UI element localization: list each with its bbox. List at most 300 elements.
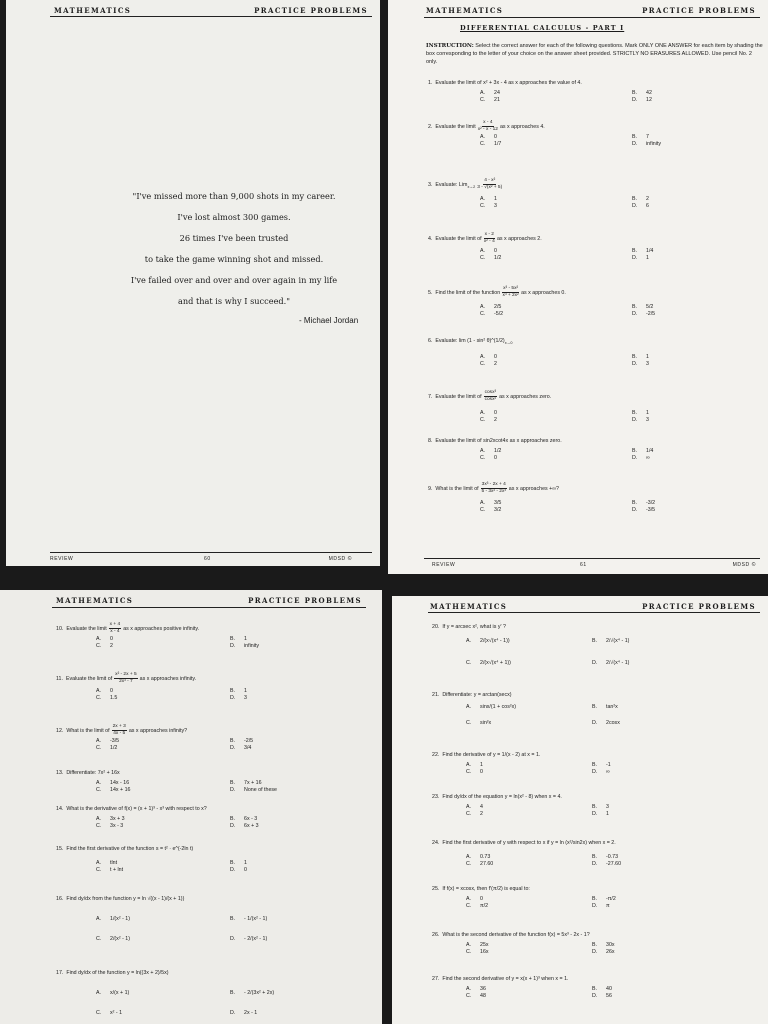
answer-choice	[466, 854, 490, 861]
choice-value: x² - 1	[110, 1010, 123, 1016]
answer-choice	[96, 780, 129, 787]
choice-value: x/(x + 1)	[110, 990, 130, 996]
choice-value: 2/√(x⁴ - 1)	[606, 638, 630, 644]
answer-choice	[592, 804, 609, 811]
choice-value: 0	[494, 455, 497, 461]
question-stem: If y = arcsec x², what is y' ?	[442, 624, 506, 630]
answer-choice	[480, 203, 497, 210]
page-header	[6, 0, 380, 14]
answer-choice	[592, 811, 609, 818]
choice-value: 7x + 16	[244, 780, 262, 786]
question-item	[428, 120, 758, 160]
instruction-label: INSTRUCTION:	[426, 43, 474, 49]
answer-choice	[96, 738, 119, 745]
question-stem: Evaluate the limit of x² + 3x - 4 as x approaches the value of 4.	[435, 80, 582, 86]
choice-letter: C.	[466, 949, 472, 955]
question-text	[56, 724, 187, 737]
choice-letter: B.	[592, 704, 598, 710]
choice-letter: D.	[632, 141, 638, 147]
page-footer	[46, 553, 372, 565]
question-item	[428, 286, 758, 326]
choice-value: 40	[606, 986, 612, 992]
choice-letter: C.	[480, 203, 486, 209]
answer-choice	[96, 816, 125, 823]
choice-value: 0	[494, 134, 497, 140]
answer-choice	[632, 248, 653, 255]
choice-letter: D.	[592, 811, 598, 817]
page-number: 61	[580, 562, 587, 568]
answer-choice	[96, 823, 123, 830]
answer-choice	[96, 688, 113, 695]
choice-letter: C.	[466, 769, 472, 775]
choice-value: 2/(x√(x⁴ + 1))	[480, 660, 511, 666]
question-item	[56, 724, 382, 764]
question-text	[432, 976, 569, 983]
answer-choice	[480, 448, 501, 455]
answer-choice	[632, 203, 649, 210]
choice-value: π/2	[480, 903, 489, 909]
choice-value: 1/2	[494, 255, 502, 261]
choice-value: 0.73	[480, 854, 491, 860]
choice-letter: B.	[592, 638, 598, 644]
question-stem-end: as x approaches 2.	[496, 235, 542, 242]
choice-letter: D.	[230, 787, 236, 793]
choice-letter: D.	[592, 903, 598, 909]
choice-letter: D.	[230, 695, 236, 701]
answer-choice	[230, 1010, 257, 1017]
answer-choice	[632, 311, 655, 318]
answer-choice	[96, 867, 123, 874]
header-rule	[50, 16, 372, 17]
choice-value: 3	[606, 804, 609, 810]
answer-choice	[96, 695, 117, 702]
fraction-numerator: x - 2	[484, 232, 494, 237]
choice-value: -2/5	[646, 311, 656, 317]
choice-letter: C.	[466, 811, 472, 817]
choice-value: 48	[480, 993, 486, 999]
question-item	[432, 840, 762, 880]
answer-choice	[96, 745, 117, 752]
choice-value: 3x + 3	[110, 816, 125, 822]
choice-letter: A.	[466, 854, 472, 860]
question-stem-end: as x approaches positive infinity.	[123, 625, 200, 632]
question-text	[428, 120, 545, 133]
answer-choice	[480, 141, 501, 148]
quote-line: and that is why I succeed."	[177, 296, 291, 306]
answer-choice	[480, 90, 500, 97]
question-number: 9.	[428, 485, 433, 492]
choice-letter: D.	[230, 1010, 236, 1016]
question-stem: Differentiate: y = arctan(secx)	[442, 692, 512, 698]
choice-value: None of these	[244, 787, 277, 793]
question-stem: What is the derivative of f(x) = (x + 1)³ - x³ with respect to x?	[66, 806, 207, 812]
choice-value: 1/4	[646, 248, 654, 254]
answer-choice	[480, 255, 501, 262]
answer-choice	[96, 916, 130, 923]
answer-choice	[230, 936, 267, 943]
answer-choice	[480, 410, 497, 417]
choice-value: 3	[646, 361, 649, 367]
choice-letter: D.	[632, 255, 638, 261]
choice-letter: C.	[480, 507, 486, 513]
page-61	[388, 0, 768, 574]
question-stem: Evaluate the limit of	[435, 235, 482, 242]
choice-value: - 2/(3x² + 2x)	[244, 990, 275, 996]
question-stem: Evaluate: Lim	[435, 181, 468, 188]
quote-author: - Michael Jordan	[299, 316, 359, 325]
question-number: 24.	[432, 840, 440, 846]
header-subject: MATHEMATICS	[430, 602, 508, 611]
footer-left: REVIEW	[50, 556, 74, 562]
choice-value: 3x - 3	[110, 823, 124, 829]
answer-choice	[466, 949, 489, 956]
choice-letter: C.	[480, 97, 486, 103]
question-item	[428, 80, 758, 120]
choice-value: ∞	[606, 769, 610, 775]
choice-letter: D.	[592, 720, 598, 726]
answer-choice	[466, 762, 483, 769]
choice-value: infinity	[646, 141, 662, 147]
choice-value: 0	[480, 896, 483, 902]
answer-choice	[466, 861, 493, 868]
choice-value: 14x + 16	[110, 787, 131, 793]
answer-choice	[466, 896, 483, 903]
quote-line: to take the game winning shot and missed.	[144, 254, 324, 264]
answer-choice	[592, 861, 621, 868]
question-text	[432, 886, 530, 893]
choice-value: 2/(x√(x⁴ - 1))	[480, 638, 510, 644]
answer-choice	[96, 1010, 122, 1017]
fraction-denominator: 2x³ - 7	[119, 679, 133, 684]
choice-letter: C.	[480, 141, 486, 147]
answer-choice	[466, 769, 483, 776]
question-stem: Evaluate the limit of sin2xcot4x as x approaches zero.	[435, 438, 562, 444]
question-text	[56, 622, 199, 635]
choice-value: 3	[244, 695, 247, 701]
fraction	[484, 390, 497, 403]
choice-letter: A.	[480, 248, 486, 254]
question-stem: Evaluate the limit of	[65, 675, 113, 682]
choice-letter: A.	[466, 896, 472, 902]
choice-letter: B.	[592, 986, 598, 992]
question-stem-end: as x approaches 0.	[521, 289, 566, 296]
choice-value: 1	[244, 688, 247, 694]
quote-line: I've lost almost 300 games.	[177, 212, 291, 222]
footer-left: REVIEW	[432, 562, 456, 568]
choice-letter: D.	[592, 769, 598, 775]
choice-value: 3	[646, 417, 649, 423]
choice-letter: C.	[480, 455, 486, 461]
question-text	[432, 840, 616, 847]
question-text	[428, 482, 559, 495]
choice-value: -3/5	[646, 507, 656, 513]
answer-choice	[632, 410, 649, 417]
answer-choice	[592, 769, 610, 776]
answer-choice	[592, 638, 629, 645]
answer-choice	[632, 90, 652, 97]
question-item	[432, 624, 762, 684]
choice-value: 1/7	[494, 141, 502, 147]
choice-value: -1	[606, 762, 611, 768]
choice-value: 0	[244, 867, 247, 873]
question-item	[56, 970, 382, 1020]
question-stem-end: as x approaches 4.	[499, 123, 545, 130]
fraction-numerator: 4 - x²	[484, 178, 496, 183]
question-number: 16.	[56, 896, 64, 902]
question-stem: Find the derivative of y = 1/(x - 2) at x = 1.	[442, 752, 541, 758]
choice-letter: B.	[632, 304, 638, 310]
quote-line: "I've missed more than 9,000 shots in my career.	[132, 191, 336, 201]
question-stem: Find the first derivative of the function s = t² · e^(-2ln t)	[66, 846, 194, 852]
fraction-numerator: 2x + 3	[112, 724, 126, 729]
fraction	[478, 120, 498, 133]
choice-letter: B.	[592, 804, 598, 810]
question-text	[428, 438, 562, 445]
page-63	[392, 596, 768, 1024]
answer-choice	[230, 688, 247, 695]
choice-value: 1/4	[646, 448, 654, 454]
question-text	[56, 896, 184, 903]
question-number: 12.	[56, 727, 64, 734]
question-number: 11.	[56, 675, 63, 682]
choice-value: 2/(x² - 1)	[110, 936, 131, 942]
fraction-numerator: x + 4	[109, 622, 121, 627]
question-text	[432, 752, 540, 759]
choice-value: 2/5	[494, 304, 502, 310]
choice-value: 3	[494, 203, 497, 209]
choice-value: 12	[646, 97, 652, 103]
choice-letter: A.	[480, 354, 486, 360]
choice-letter: D.	[632, 361, 638, 367]
question-item	[428, 482, 758, 522]
question-number: 14.	[56, 806, 64, 812]
question-stem-end: as x approaches infinity.	[139, 675, 197, 682]
question-text	[56, 970, 169, 977]
answer-choice	[230, 860, 247, 867]
question-item	[428, 338, 758, 378]
choice-letter: C.	[96, 643, 102, 649]
choice-value: - 1/(x² - 1)	[244, 916, 268, 922]
header-rule	[424, 17, 760, 18]
question-stem: What is the second derivative of the function f(x) = 5x³ - 2x - 1?	[442, 932, 590, 938]
choice-letter: C.	[466, 660, 472, 666]
page-header	[0, 590, 382, 604]
answer-choice	[466, 811, 483, 818]
choice-letter: C.	[466, 861, 472, 867]
choice-value: - 2/(x² - 1)	[244, 936, 268, 942]
choice-value: 24	[494, 90, 500, 96]
choice-value: 2	[494, 417, 497, 423]
choice-letter: B.	[632, 448, 638, 454]
choice-value: -3/5	[110, 738, 120, 744]
choice-value: 6x + 3	[244, 823, 259, 829]
fraction	[109, 622, 122, 635]
choice-letter: A.	[96, 688, 102, 694]
choice-value: 6x - 3	[244, 816, 258, 822]
question-item	[432, 976, 762, 1016]
answer-choice	[632, 141, 661, 148]
question-number: 22.	[432, 752, 440, 758]
choice-value: 2	[494, 361, 497, 367]
answer-choice	[96, 936, 130, 943]
choice-letter: C.	[96, 867, 102, 873]
choice-letter: B.	[592, 854, 598, 860]
fraction-denominator: 3 - √(x² + 5)	[477, 185, 503, 190]
choice-value: 0	[110, 688, 113, 694]
question-text	[56, 846, 193, 853]
fraction-numerator: 3x³ - 2x + 4	[481, 482, 506, 487]
question-stem-end: as x approaches +∞?	[508, 485, 559, 492]
choice-letter: B.	[632, 354, 638, 360]
question-item	[428, 390, 758, 430]
fraction	[484, 232, 495, 245]
choice-value: 0	[494, 354, 497, 360]
choice-value: 0	[494, 248, 497, 254]
choice-value: 7	[646, 134, 649, 140]
question-item	[432, 886, 762, 926]
question-text	[56, 770, 120, 777]
choice-letter: B.	[230, 636, 236, 642]
choice-value: 36	[480, 986, 486, 992]
answer-choice	[466, 660, 511, 667]
choice-value: 3/2	[494, 507, 502, 513]
choice-value: 1/2	[494, 448, 502, 454]
page-footer	[428, 559, 760, 571]
choice-letter: D.	[230, 823, 236, 829]
answer-choice	[466, 804, 483, 811]
choice-letter: C.	[480, 311, 486, 317]
choice-letter: C.	[96, 787, 102, 793]
choice-value: tlnt	[110, 860, 118, 866]
answer-choice	[230, 916, 267, 923]
choice-letter: C.	[480, 417, 486, 423]
choice-value: 25x	[480, 942, 489, 948]
choice-letter: A.	[96, 636, 102, 642]
answer-choice	[632, 255, 649, 262]
header-subject: MATHEMATICS	[426, 6, 504, 15]
choice-letter: B.	[230, 860, 236, 866]
choice-value: 2cosx	[606, 720, 620, 726]
limit-subscript: x→2	[467, 184, 476, 189]
question-item	[56, 622, 382, 662]
choice-value: 2	[110, 643, 113, 649]
header-rule	[52, 607, 366, 608]
question-item	[432, 692, 762, 732]
question-number: 7.	[428, 393, 433, 400]
choice-letter: C.	[96, 745, 102, 751]
choice-letter: B.	[230, 738, 236, 744]
question-item	[428, 232, 758, 272]
choice-value: sinx/(1 + cos²x)	[480, 704, 517, 710]
choice-value: 1	[494, 196, 497, 202]
question-text	[428, 286, 566, 299]
fraction	[114, 672, 137, 685]
question-stem: Evaluate the limit of	[435, 393, 482, 400]
answer-choice	[480, 248, 497, 255]
choice-value: 27.60	[480, 861, 494, 867]
question-number: 2.	[428, 123, 433, 130]
choice-value: 2	[646, 196, 649, 202]
question-number: 15.	[56, 846, 64, 852]
answer-choice	[466, 903, 488, 910]
question-stem: Differentiate: 7x² + 16x	[66, 770, 120, 776]
header-section: PRACTICE PROBLEMS	[642, 602, 756, 611]
question-number: 10.	[56, 625, 64, 632]
choice-letter: A.	[96, 738, 102, 744]
choice-letter: D.	[592, 660, 598, 666]
choice-letter: D.	[632, 97, 638, 103]
choice-value: 56	[606, 993, 612, 999]
choice-value: -π/2	[606, 896, 616, 902]
choice-letter: A.	[480, 90, 486, 96]
choice-letter: B.	[592, 762, 598, 768]
choice-value: 2/√(x⁴ - 1)	[606, 660, 630, 666]
question-item	[56, 770, 382, 810]
choice-value: 5/2	[646, 304, 654, 310]
quote-line: 26 times I've been trusted	[179, 233, 289, 243]
choice-value: 6	[646, 203, 649, 209]
question-stem: What is the limit of	[66, 727, 110, 734]
choice-letter: A.	[480, 304, 486, 310]
answer-choice	[230, 738, 253, 745]
header-subject: MATHEMATICS	[56, 596, 134, 605]
fraction	[477, 178, 502, 191]
question-item	[56, 896, 382, 956]
answer-choice	[480, 134, 497, 141]
answer-choice	[632, 417, 649, 424]
choice-letter: D.	[230, 936, 236, 942]
choice-letter: A.	[96, 990, 102, 996]
choice-value: 1	[646, 410, 649, 416]
fraction-numerator: x - 4	[483, 120, 493, 125]
instruction-text: Select the correct answer for each of the following questions. Mark ONLY ONE ANSWER for each item by shading the box corresponding to the letter of your choice on the answer sheet provided. STRICTLY NO ERASURES ALLOWED. Use pencil No. 2 only.	[426, 43, 763, 65]
page-62	[0, 590, 382, 1024]
choice-letter: A.	[96, 860, 102, 866]
question-stem: Evaluate the limit	[435, 123, 476, 130]
choice-letter: D.	[632, 311, 638, 317]
choice-letter: D.	[632, 417, 638, 423]
choice-letter: A.	[480, 410, 486, 416]
choice-letter: C.	[96, 695, 102, 701]
choice-letter: A.	[466, 638, 472, 644]
choice-value: 30x	[606, 942, 615, 948]
answer-choice	[466, 942, 489, 949]
choice-letter: A.	[466, 986, 472, 992]
question-stem: Find dy/dx from the function y = ln √((x - 1)/(x + 1))	[66, 896, 185, 902]
choice-letter: B.	[632, 196, 638, 202]
question-stem: Find the first derivative of y with respect to x if y = ln (x²/sin2x) when x = 2.	[442, 840, 616, 846]
choice-letter: C.	[480, 255, 486, 261]
choice-letter: A.	[96, 780, 102, 786]
choice-letter: B.	[632, 410, 638, 416]
choice-letter: B.	[230, 816, 236, 822]
choice-value: -0.73	[606, 854, 619, 860]
page-header	[392, 596, 768, 610]
question-stem: What is the limit of	[435, 485, 479, 492]
question-number: 4.	[428, 235, 433, 242]
answer-choice	[480, 507, 501, 514]
answer-choice	[230, 745, 251, 752]
choice-value: π	[606, 903, 610, 909]
answer-choice	[466, 638, 510, 645]
fraction-denominator: cosx²	[484, 397, 497, 402]
fraction	[481, 482, 507, 495]
question-number: 3.	[428, 181, 433, 188]
answer-choice	[230, 636, 247, 643]
question-stem-end: as x approaches zero.	[499, 393, 552, 400]
choice-letter: D.	[632, 455, 638, 461]
choice-value: 16x	[480, 949, 489, 955]
